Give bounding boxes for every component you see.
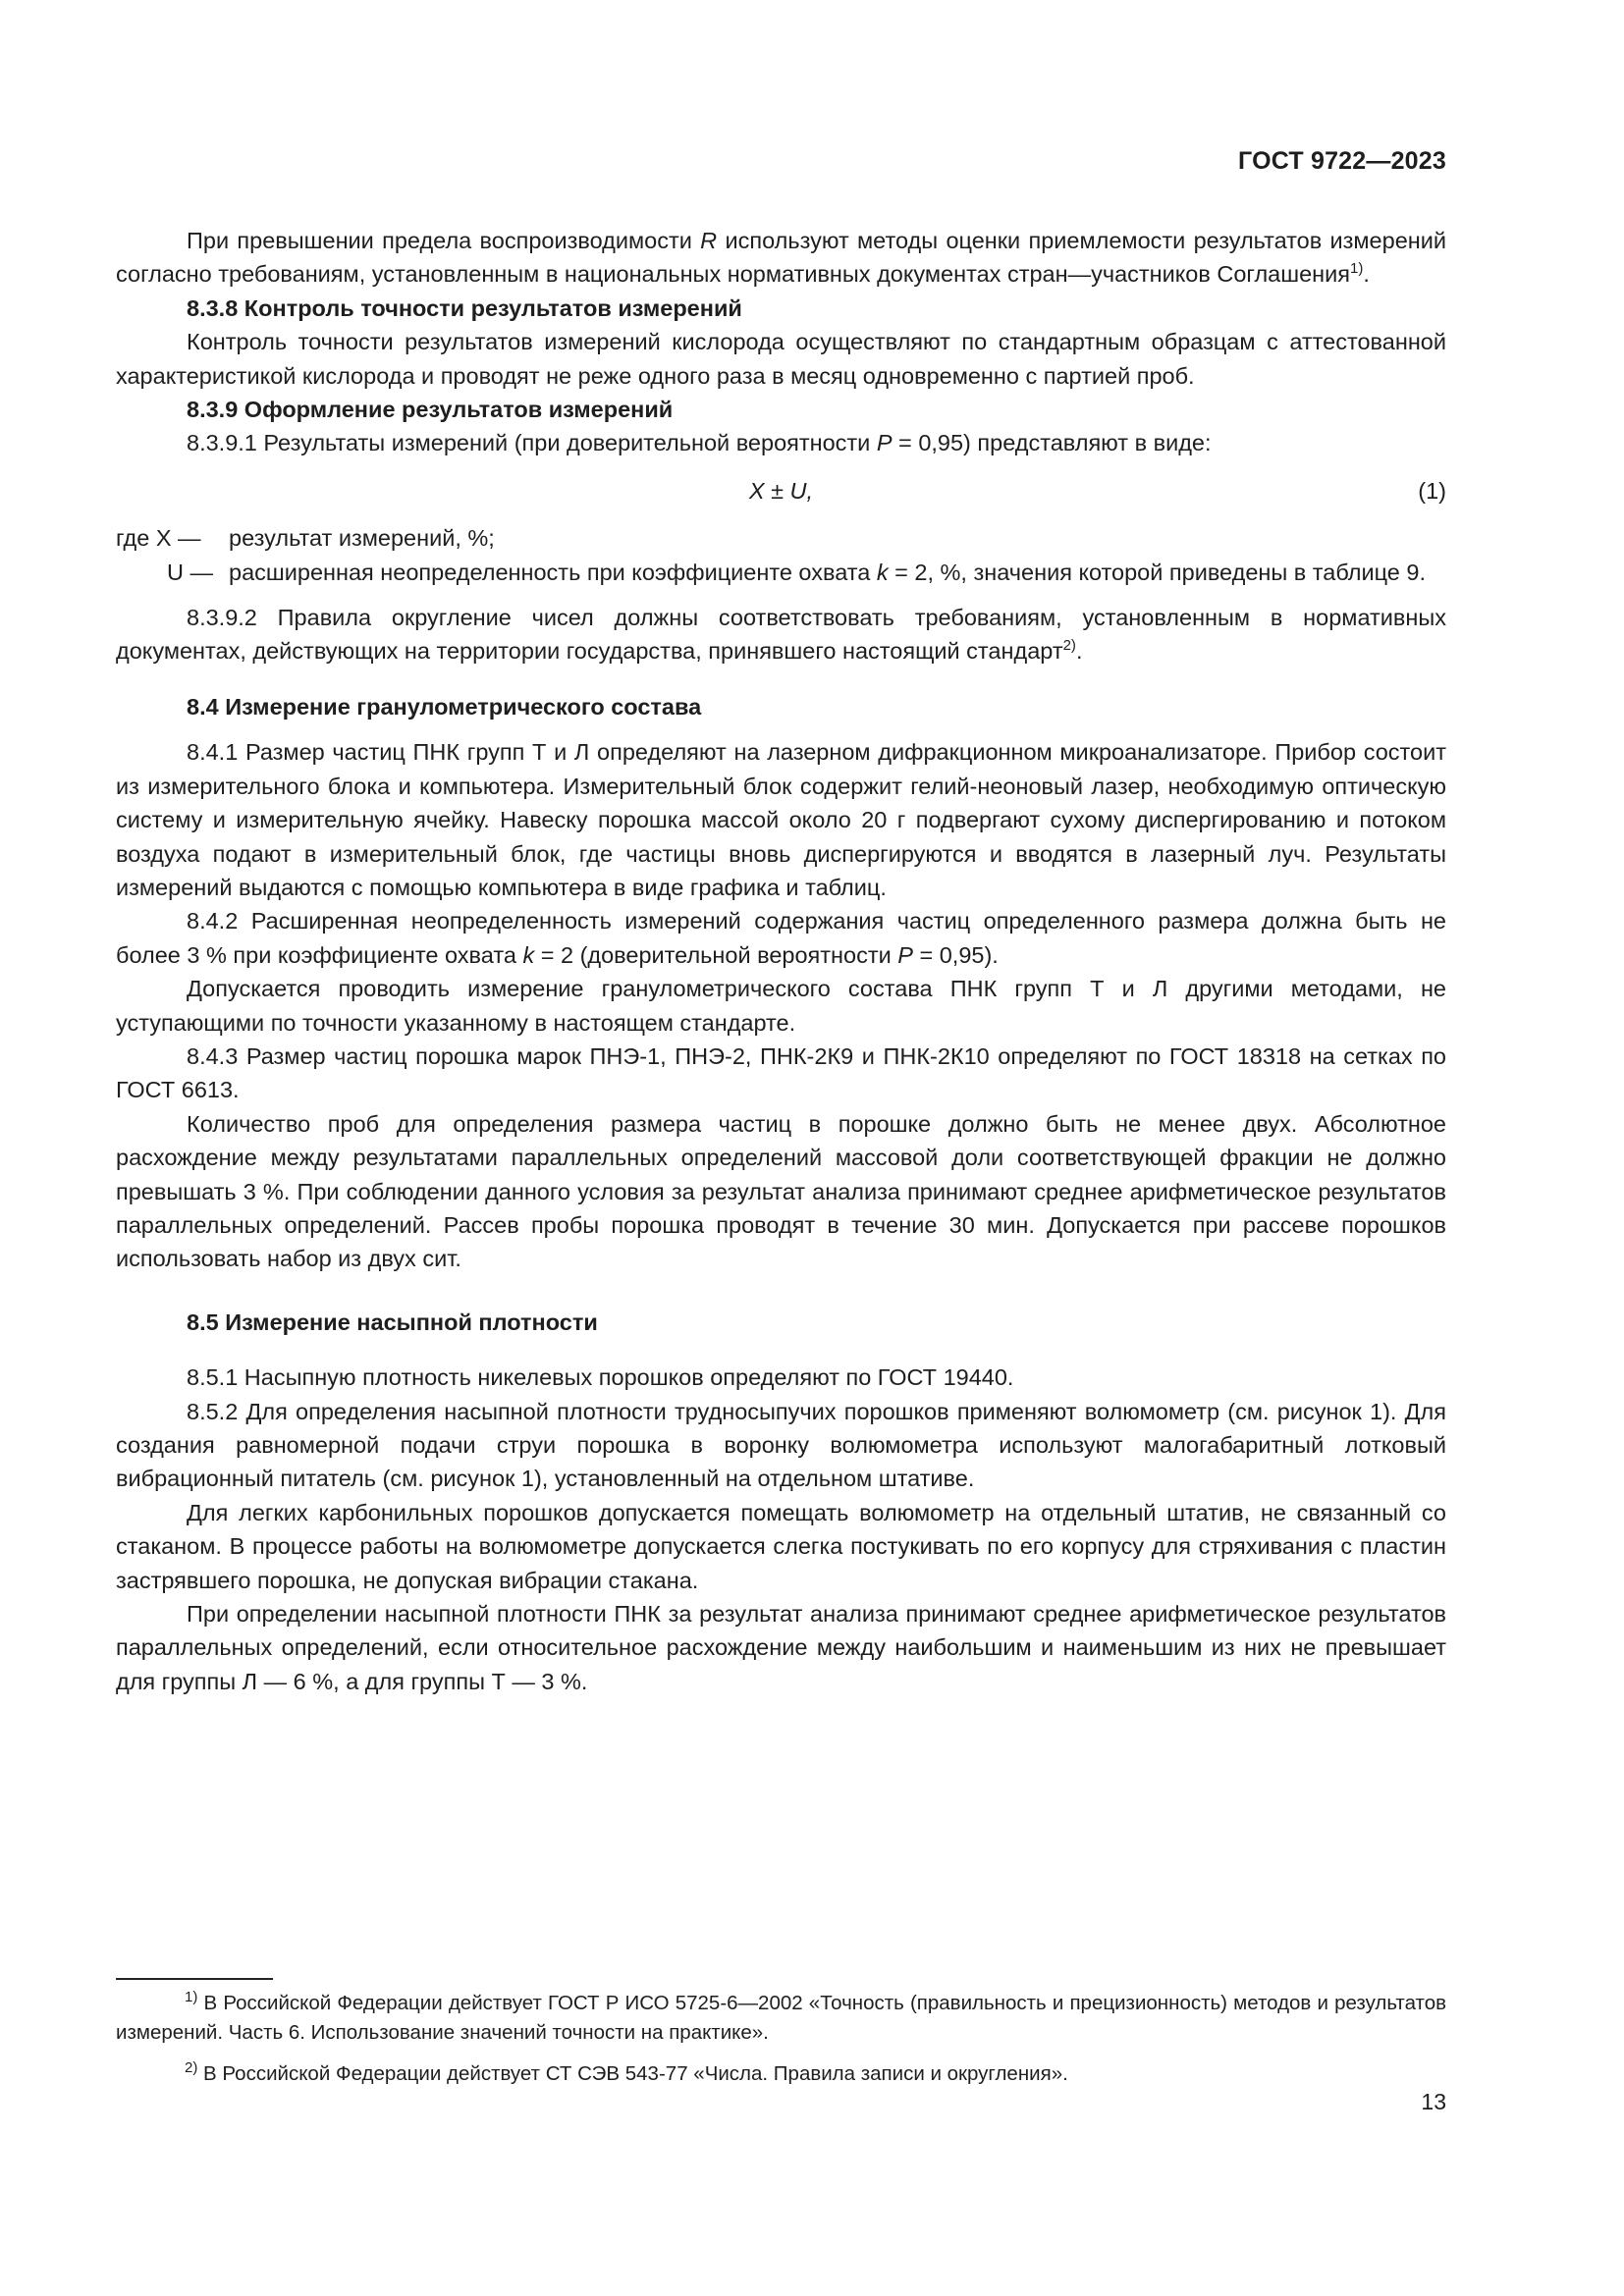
paragraph-8-5-2-light-powders: Для легких карбонильных порошков допускается помещать волюмометр на отдельный штатив, не связанный со стаканом. В процессе работы на волюмометре допускается слегка постукивать по его корпусу для стряхивания с пластин застрявшего порошка, не допуская вибрации стакана. (116, 1499, 1446, 1593)
paragraph-8-4-3: 8.4.3 Размер частиц порошка марок ПНЭ-1, ПНЭ-2, ПНК-2К9 и ПНК-2К10 определяют по ГОСТ 18318 на сетках по ГОСТ 6613. (116, 1042, 1446, 1103)
paragraph-8-5-2: 8.5.2 Для определения насыпной плотности трудносыпучих порошков применяют волюмометр (см. рисунок 1). Для создания равномерной подачи струи порошка в воронку волюмометра используют малогабаритный лотковый вибрационный питатель (см. рисунок 1), установленный на отдельном штативе. (116, 1398, 1446, 1492)
page-number: 13 (1421, 2089, 1446, 2114)
paragraph-8-4-2: 8.4.2 Расширенная неопределенность измерений содержания частиц определенного размера должна быть не более 3 % при коэффициенте охвата k = 2 (доверительной вероятности P = 0,95). (116, 908, 1446, 968)
footnote-separator (116, 1978, 273, 1980)
where-u-text: расширенная неопределенность при коэффициенте охвата k = 2, %, значения которой приведены в таблице 9. (229, 559, 1427, 585)
footnote-1-mark: 1) (185, 1989, 198, 2006)
where-x-text: результат измерений, %; (229, 525, 495, 552)
heading-8-3-8: 8.3.8 Контроль точности результатов измерений (187, 294, 742, 321)
paragraph-8-4-2-allowance: Допускается проводить измерение гранулометрического состава ПНК групп Т и Л другими методами, не уступающими по точности указанному в настоящем стандарте. (116, 976, 1446, 1036)
standard-designation: ГОСТ 9722—2023 (1238, 147, 1446, 175)
formula-number: (1) (1418, 477, 1446, 504)
formula-1 (116, 474, 1446, 507)
main-text (116, 224, 1446, 1698)
paragraph-8-3-8: Контроль точности результатов измерений кислорода осуществляют по стандартным образцам с аттестованной характеристикой кислорода и проводят не реже одного раза в месяц одновременно с партией проб. (116, 329, 1446, 389)
formula-expression: X ± U, (748, 477, 814, 504)
paragraph-reproducibility: При превышении предела воспроизводимости R используют методы оценки приемлемости результатов измерений согласно требованиям, установленным в национальных нормативных документах стран—участников Соглашения$^{1)}$. (116, 228, 1446, 288)
where-u-symbol: U — (167, 559, 213, 585)
paragraph-8-3-9-1: 8.3.9.1 Результаты измерений (при доверительной вероятности P = 0,95) представляют в виде: (187, 430, 1212, 456)
heading-8-4: 8.4 Измерение гранулометрического состава (187, 693, 702, 720)
where-x-symbol: где X — (116, 525, 201, 552)
heading-8-3-9: 8.3.9 Оформление результатов измерений (187, 397, 674, 423)
footnote-2-mark: 2) (185, 2059, 198, 2077)
footnote-2: $^{2)}$ В Российской Федерации действует СТ СЭВ 543-77 «Числа. Правила записи и округления». (185, 2059, 1068, 2085)
paragraph-8-5-2-result: При определении насыпной плотности ПНК за результат анализа принимают среднее арифметическое результатов параллельных определений, если относительное расхождение между наибольшим и наименьшим из них не превышает для группы Л — 6 %, а для группы Т — 3 %. (116, 1601, 1446, 1694)
heading-8-5: 8.5 Измерение насыпной плотности (187, 1308, 598, 1335)
paragraph-8-4-1: 8.4.1 Размер частиц ПНК групп Т и Л определяют на лазерном дифракционном микроанализаторе. Прибор состоит из измерительного блока и компьютера. Измерительный блок содержит гелий-неоновый лазер, необходимую оптическую систему и измерительную ячейку. Навеску порошка массой около 20 г подвергают сухому диспергированию и потоком воздуха подают в измерительный блок, где частицы вновь диспергируются и вводятся в лазерный луч. Результаты измерений выдаются с помощью компьютера в виде графика и таблиц. (116, 739, 1446, 900)
where-u-definition (116, 556, 1446, 589)
paragraph-8-5-1: 8.5.1 Насыпную плотность никелевых порошков определяют по ГОСТ 19440. (187, 1364, 1014, 1391)
paragraph-8-3-9-2: 8.3.9.2 Правила округление чисел должны соответствовать требованиям, установленным в нормативных документах, действующих на территории государства, принявшего настоящий стандарт$^{2)}$. (116, 605, 1446, 665)
footnote-ref-2: 2) (1062, 637, 1076, 655)
footnote-ref-1: 1) (1350, 260, 1364, 278)
footnotes (116, 1989, 1446, 2089)
paragraph-8-4-3-sample-count: Количество проб для определения размера частиц в порошке должно быть не менее двух. Абсолютное расхождение между результатами параллельных определений массовой доли соответствующей фракции не должно превышать 3 %. При соблюдении данного условия за результат анализа принимают среднее арифметическое результатов параллельных определений. Рассев пробы порошка проводят в течение 30 мин. Допускается при рассеве порошков использовать набор из двух сит. (116, 1110, 1446, 1272)
where-x-definition (116, 521, 1446, 555)
footnote-1: $^{1)}$ В Российской Федерации действует ГОСТ Р ИСО 5725-6—2002 «Точность (правильность и прецизионность) методов и результатов измерений. Часть 6. Использование значений точности на практике». (116, 1989, 1446, 2044)
